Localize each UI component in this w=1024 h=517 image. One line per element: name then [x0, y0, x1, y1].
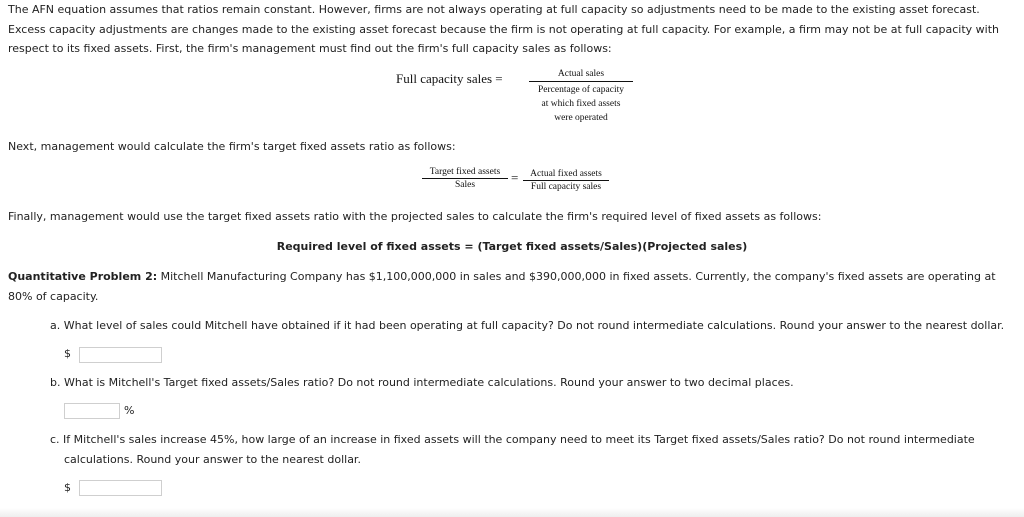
question-b-answer-input[interactable] [64, 403, 120, 419]
fraction-numerator: Target fixed assets [429, 167, 501, 177]
question-b-percent-symbol: % [124, 404, 135, 417]
finally-text: Finally, management would use the target fixed assets ratio with the projected sales to calculate the firm's required level of fixed assets as follows: [8, 210, 822, 223]
intro-line-2: Excess capacity adjustments are changes made to the existing asset forecast because the firm is not operating at full capacity. For example, a firm may not be at full capacity with [8, 22, 999, 36]
intro-paragraph [8, 0, 1020, 59]
question-b-text: b. What is Mitchell's Target fixed assets/Sales ratio? Do not round intermediate calculations. Round your answer to two decimal places. [50, 376, 794, 389]
fraction-denominator: Sales [454, 180, 476, 190]
fraction-numerator: Actual fixed assets [530, 169, 602, 179]
fraction-bar [529, 81, 633, 82]
formula-full-capacity-lhs: Full capacity sales = [396, 71, 503, 86]
question-a-text: a. What level of sales could Mitchell have obtained if it had been operating at full capacity? Do not round intermediate calculations. Round your answer to the nearest dollar. [50, 319, 1005, 332]
question-c-currency-symbol: $ [64, 481, 71, 494]
next-text: Next, management would calculate the firm's target fixed assets ratio as follows: [8, 140, 456, 153]
formula-target-ratio-lhs [422, 166, 508, 191]
question-a-answer-input[interactable] [79, 347, 162, 363]
formula-equals: = [495, 71, 503, 86]
question-c-text-1: c. If Mitchell's sales increase 45%, how large of an increase in fixed assets will the company need to meet its Target fixed assets/Sales ratio? Do not round intermediate [50, 433, 975, 446]
question-c-text-2: calculations. Round your answer to the nearest dollar. [64, 452, 361, 466]
problem-text-2: 80% of capacity. [8, 289, 99, 303]
fraction-denominator-1: Percentage of capacity [538, 85, 624, 95]
bottom-edge-shadow [0, 508, 1024, 517]
formula-equals: = [511, 170, 519, 185]
formula-target-ratio-rhs [523, 168, 609, 193]
question-c-answer-input[interactable] [79, 480, 162, 496]
problem-label: Quantitative Problem 2: [8, 270, 158, 283]
question-a-currency-symbol: $ [64, 347, 71, 360]
question-c-text [50, 430, 975, 469]
fraction-denominator-3: were operated [554, 113, 608, 123]
intro-line-1: The AFN equation assumes that ratios remain constant. However, firms are not always operating at full capacity so adjustments need to be made to the existing asset forecast. [8, 3, 980, 16]
formula-required-fixed-assets: Required level of fixed assets = (Target fixed assets/Sales)(Projected sales) [276, 240, 748, 253]
fraction-numerator: Actual sales [557, 69, 605, 79]
fraction-denominator: Full capacity sales [530, 182, 602, 192]
fraction-denominator-2: at which fixed assets [541, 99, 621, 109]
formula-full-capacity-fraction [529, 68, 633, 125]
problem-statement [8, 267, 1020, 306]
problem-text-1: Mitchell Manufacturing Company has $1,100,000,000 in sales and $390,000,000 in fixed assets. Currently, the company's fixed assets are operating at [157, 270, 996, 283]
intro-line-3: respect to its fixed assets. First, the firm's management must find out the firm's full capacity sales as follows: [8, 42, 612, 55]
